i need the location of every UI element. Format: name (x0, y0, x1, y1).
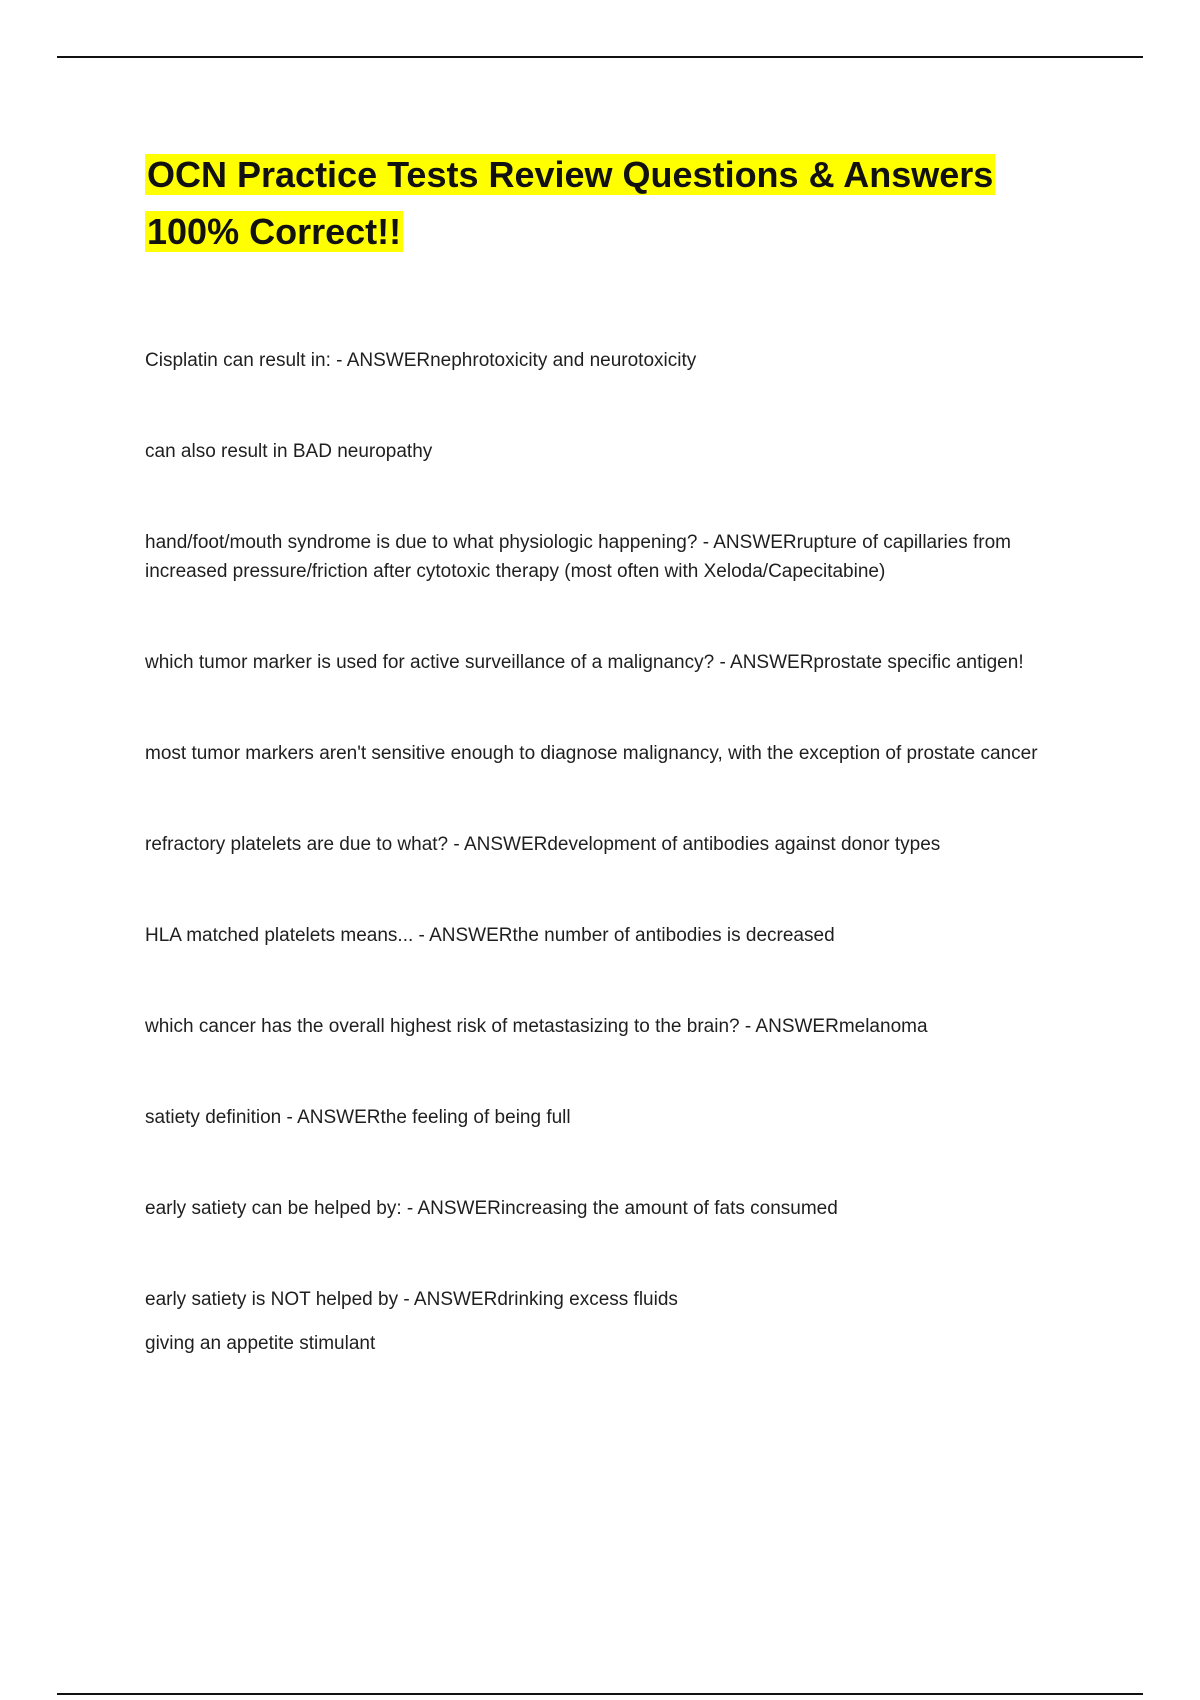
paragraph: can also result in BAD neuropathy (145, 441, 433, 462)
paragraph: refractory platelets are due to what? - ANSWERdevelopment of antibodies against donor types (145, 834, 941, 855)
paragraph: which cancer has the overall highest risk of metastasizing to the brain? - ANSWERmelanoma (145, 1016, 928, 1037)
paragraph: giving an appetite stimulant (145, 1333, 376, 1354)
paragraph: HLA matched platelets means... - ANSWERthe number of antibodies is decreased (145, 925, 835, 946)
qa-list (145, 346, 1095, 1358)
paragraph: which tumor marker is used for active surveillance of a malignancy? - ANSWERprostate specific antigen! (145, 652, 1024, 673)
document-title (145, 146, 1095, 260)
paragraph: early satiety is NOT helped by - ANSWERdrinking excess fluids (145, 1289, 678, 1310)
paragraph: satiety definition - ANSWERthe feeling of being full (145, 1107, 571, 1128)
paragraph: hand/foot/mouth syndrome is due to what physiologic happening? - ANSWERrupture of capillaries from increased pressure/friction after cytotoxic therapy (most often with Xeloda/Capecitabine) (145, 532, 1012, 582)
top-rule (57, 56, 1143, 58)
bottom-rule (57, 1693, 1143, 1695)
paragraph: most tumor markers aren't sensitive enough to diagnose malignancy, with the exception of prostate cancer (145, 743, 1038, 764)
document-body (145, 146, 1095, 1358)
paragraph: Cisplatin can result in: - ANSWERnephrotoxicity and neurotoxicity (145, 350, 697, 371)
paragraph: early satiety can be helped by: - ANSWERincreasing the amount of fats consumed (145, 1198, 838, 1219)
title-highlight: OCN Practice Tests Review Questions & Answers 100% Correct!! (147, 154, 994, 252)
